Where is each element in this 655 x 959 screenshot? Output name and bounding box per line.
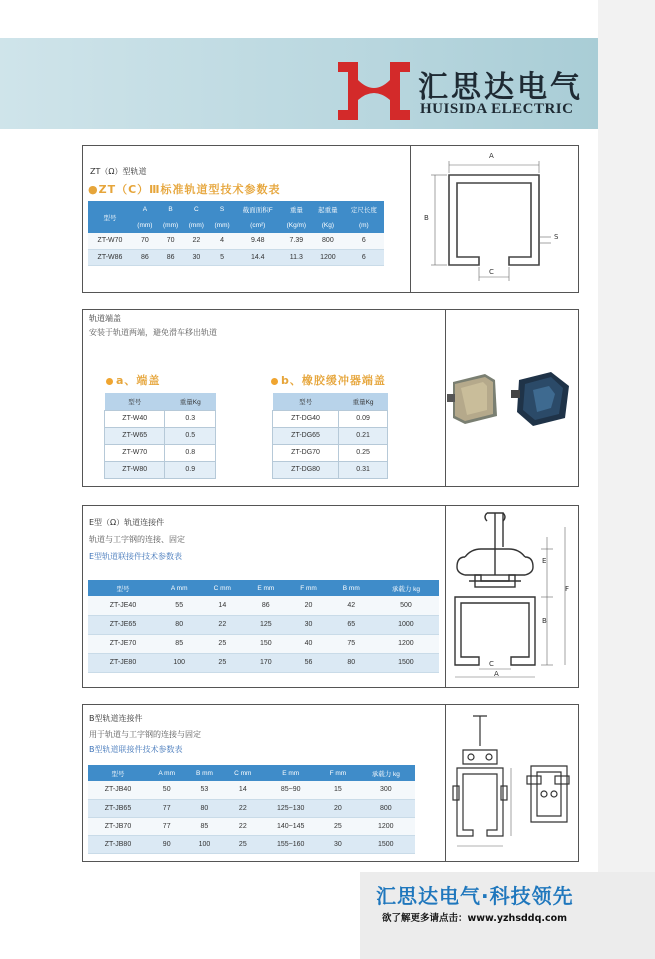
diagram-label-a: A xyxy=(494,670,499,678)
table-header: E mm xyxy=(262,765,319,781)
table-row xyxy=(88,634,439,653)
table-header: F mm xyxy=(287,580,329,596)
table-cell: 800 xyxy=(312,233,344,249)
table-unit: (mm) xyxy=(209,217,235,233)
section4-subtitle: 用于轨道与工字钢的连接与固定 xyxy=(89,730,201,739)
table-row xyxy=(88,596,439,615)
table-cell: 30 xyxy=(287,615,329,634)
table-header: B mm xyxy=(185,765,223,781)
table-cell: 1000 xyxy=(373,615,439,634)
table-cell: 500 xyxy=(373,596,439,615)
diagram-label-c: C xyxy=(489,268,494,276)
table-cell: 20 xyxy=(287,596,329,615)
table-cell: 1200 xyxy=(312,249,344,265)
diagram-label-s: S xyxy=(554,233,559,241)
table-cell: 85~90 xyxy=(262,781,319,799)
table-cell: 0.9 xyxy=(165,461,216,478)
section2-subtitle: 安装于轨道两端，避免滑车移出轨道 xyxy=(89,328,217,337)
table-cell: 77 xyxy=(148,799,185,817)
right-margin-strip xyxy=(598,0,655,959)
table-unit: (mm) xyxy=(183,217,209,233)
table-cell: 85 xyxy=(185,817,223,835)
table-cell: 9.48 xyxy=(235,233,281,249)
table-cell: 1200 xyxy=(357,817,415,835)
table-cell: ZT-JB70 xyxy=(88,817,148,835)
table-cell: 14 xyxy=(223,781,262,799)
table-row xyxy=(273,410,388,427)
end-cap-table xyxy=(104,393,216,479)
table-unit: (Kg/m) xyxy=(281,217,313,233)
table-cell: 170 xyxy=(244,653,287,672)
table-cell: 1500 xyxy=(373,653,439,672)
table-cell: 5 xyxy=(209,249,235,265)
section1-spec-table xyxy=(88,201,384,266)
table-cell: 0.21 xyxy=(339,427,388,444)
table-header: 型号 xyxy=(88,580,158,596)
table-header: 型号 xyxy=(105,393,165,410)
table-cell: 85 xyxy=(158,634,200,653)
table-cell: ZT-JE40 xyxy=(88,596,158,615)
table-cell: 25 xyxy=(200,653,244,672)
section1-title: ZT（Ω）型轨道 xyxy=(90,167,147,176)
table-cell: 1500 xyxy=(357,835,415,853)
table-unit: (mm) xyxy=(158,217,184,233)
table-cell: ZT-JB80 xyxy=(88,835,148,853)
table-cell: 15 xyxy=(319,781,356,799)
section2-left-heading xyxy=(106,372,160,388)
table-cell: 86 xyxy=(244,596,287,615)
table-cell: 0.5 xyxy=(165,427,216,444)
table-cell: 150 xyxy=(244,634,287,653)
table-cell: ZT-W86 xyxy=(88,249,132,265)
table-cell: 125~130 xyxy=(262,799,319,817)
table-cell: 4 xyxy=(209,233,235,249)
bullet-dot-icon xyxy=(271,378,278,385)
table-cell: 22 xyxy=(183,233,209,249)
table-row xyxy=(105,461,216,478)
table-unit: (mm) xyxy=(132,217,158,233)
table-cell: 80 xyxy=(185,799,223,817)
diagram-label-f: F xyxy=(565,585,570,593)
rail-profile-diagram xyxy=(411,147,577,291)
table-cell: 100 xyxy=(185,835,223,853)
table-cell: 86 xyxy=(158,249,184,265)
table-cell: ZT-JB65 xyxy=(88,799,148,817)
table-cell: ZT-JB40 xyxy=(88,781,148,799)
table-header: 起重量 xyxy=(312,201,344,217)
table-cell: 140~145 xyxy=(262,817,319,835)
table-header: B mm xyxy=(330,580,373,596)
table-header: A mm xyxy=(148,765,185,781)
table-unit: (m) xyxy=(344,217,384,233)
table-cell: 0.25 xyxy=(339,444,388,461)
section3-subtitle: 轨道与工字钢的连接、固定 xyxy=(89,535,185,544)
diagram-label-b: B xyxy=(424,214,429,222)
section2-title: 轨道端盖 xyxy=(89,314,121,323)
end-cap-product-image xyxy=(447,360,575,436)
table-header: A xyxy=(132,201,158,217)
table-cell: 0.3 xyxy=(165,410,216,427)
table-header: S xyxy=(209,201,235,217)
table-cell: 155~160 xyxy=(262,835,319,853)
table-cell: 22 xyxy=(223,817,262,835)
table-header: C xyxy=(183,201,209,217)
table-unit: (Kg) xyxy=(312,217,344,233)
table-row xyxy=(88,817,415,835)
table-cell: 86 xyxy=(132,249,158,265)
table-header: E mm xyxy=(244,580,287,596)
table-row xyxy=(105,427,216,444)
table-header: 型号 xyxy=(273,393,339,410)
table-cell: 22 xyxy=(200,615,244,634)
table-cell: 7.39 xyxy=(281,233,313,249)
section4-table-caption: B型轨道联接件技术参数表 xyxy=(89,745,183,754)
table-row xyxy=(105,410,216,427)
table-cell: 70 xyxy=(132,233,158,249)
section1-heading: ●ZT（C）Ⅲ标准轨道型技术参数表 xyxy=(88,183,281,196)
table-header: 重量 xyxy=(281,201,313,217)
table-header: C mm xyxy=(200,580,244,596)
table-header: 定尺长度 xyxy=(344,201,384,217)
table-cell: 90 xyxy=(148,835,185,853)
table-cell: 75 xyxy=(330,634,373,653)
brand-name-en: HUISIDA ELECTRIC xyxy=(420,101,574,117)
table-cell: ZT-W70 xyxy=(88,233,132,249)
table-header: B xyxy=(158,201,184,217)
rubber-buffer-table xyxy=(272,393,388,479)
table-cell: ZT-W40 xyxy=(105,410,165,427)
table-cell: 25 xyxy=(223,835,262,853)
huisida-logo-icon xyxy=(334,58,414,122)
table-header: C mm xyxy=(223,765,262,781)
b-connector-table xyxy=(88,765,415,854)
table-unit: (cm²) xyxy=(235,217,281,233)
section2-right-heading xyxy=(271,372,386,388)
b-connector-diagram xyxy=(447,706,577,860)
table-header: A mm xyxy=(158,580,200,596)
table-row xyxy=(273,461,388,478)
table-cell: 14 xyxy=(200,596,244,615)
table-cell: ZT-JE80 xyxy=(88,653,158,672)
e-connector-diagram xyxy=(447,507,577,686)
section3-title: E型（Ω）轨道连接件 xyxy=(89,518,165,527)
table-cell: 56 xyxy=(287,653,329,672)
table-cell: 300 xyxy=(357,781,415,799)
table-cell: 30 xyxy=(319,835,356,853)
table-header: 重量Kg xyxy=(339,393,388,410)
table-header: 截面面积F xyxy=(235,201,281,217)
brand-name-cn: 汇思达电气 xyxy=(418,70,583,105)
section2-left-heading-text: a、端盖 xyxy=(116,374,161,387)
table-row xyxy=(273,444,388,461)
e-connector-table xyxy=(88,580,439,673)
table-cell: 1200 xyxy=(373,634,439,653)
table-cell: 125 xyxy=(244,615,287,634)
table-cell: ZT-W80 xyxy=(105,461,165,478)
table-cell: 55 xyxy=(158,596,200,615)
table-cell: 50 xyxy=(148,781,185,799)
table-cell: 80 xyxy=(330,653,373,672)
table-row xyxy=(88,781,415,799)
table-header: 承载力 kg xyxy=(357,765,415,781)
footer-url-link[interactable]: 欲了解更多请点击：www.yzhsddq.com xyxy=(382,913,568,924)
diagram-label-c: C xyxy=(489,660,494,668)
table-cell: ZT-DG65 xyxy=(273,427,339,444)
table-cell: ZT-DG70 xyxy=(273,444,339,461)
section2-right-heading-text: b、橡胶缓冲器端盖 xyxy=(281,374,386,387)
table-row xyxy=(273,427,388,444)
table-cell: ZT-W65 xyxy=(105,427,165,444)
table-cell: 6 xyxy=(344,233,384,249)
section4-title: B型轨道连接件 xyxy=(89,714,143,723)
table-cell: ZT-DG40 xyxy=(273,410,339,427)
table-header: 型号 xyxy=(88,765,148,781)
table-cell: 0.31 xyxy=(339,461,388,478)
section3-table-caption: E型轨道联接件技术参数表 xyxy=(89,552,183,561)
table-row xyxy=(88,835,415,853)
table-cell: 40 xyxy=(287,634,329,653)
bullet-dot-icon xyxy=(106,378,113,385)
table-cell: 0.09 xyxy=(339,410,388,427)
table-header: 型号 xyxy=(88,201,132,233)
table-row xyxy=(88,249,384,265)
table-cell: 100 xyxy=(158,653,200,672)
table-cell: ZT-JE70 xyxy=(88,634,158,653)
table-cell: 30 xyxy=(183,249,209,265)
table-cell: 6 xyxy=(344,249,384,265)
table-cell: 70 xyxy=(158,233,184,249)
table-header: 承载力 kg xyxy=(373,580,439,596)
table-cell: 11.3 xyxy=(281,249,313,265)
table-row xyxy=(88,799,415,817)
diagram-label-a: A xyxy=(489,152,494,160)
diagram-label-b: B xyxy=(542,617,547,625)
table-cell: 800 xyxy=(357,799,415,817)
table-cell: 0.8 xyxy=(165,444,216,461)
table-cell: 20 xyxy=(319,799,356,817)
table-row xyxy=(88,615,439,634)
table-cell: 80 xyxy=(158,615,200,634)
table-cell: 25 xyxy=(319,817,356,835)
table-header: 重量Kg xyxy=(165,393,216,410)
table-cell: 22 xyxy=(223,799,262,817)
footer-slogan: 汇思达电气·科技领先 xyxy=(376,884,574,908)
table-header: F mm xyxy=(319,765,356,781)
table-cell: ZT-JE65 xyxy=(88,615,158,634)
diagram-label-e: E xyxy=(542,557,547,565)
table-cell: 65 xyxy=(330,615,373,634)
table-cell: 53 xyxy=(185,781,223,799)
table-cell: ZT-DG80 xyxy=(273,461,339,478)
table-cell: ZT-W70 xyxy=(105,444,165,461)
table-row xyxy=(88,653,439,672)
table-cell: 14.4 xyxy=(235,249,281,265)
table-cell: 25 xyxy=(200,634,244,653)
table-cell: 42 xyxy=(330,596,373,615)
table-cell: 77 xyxy=(148,817,185,835)
table-row xyxy=(88,233,384,249)
table-row xyxy=(105,444,216,461)
